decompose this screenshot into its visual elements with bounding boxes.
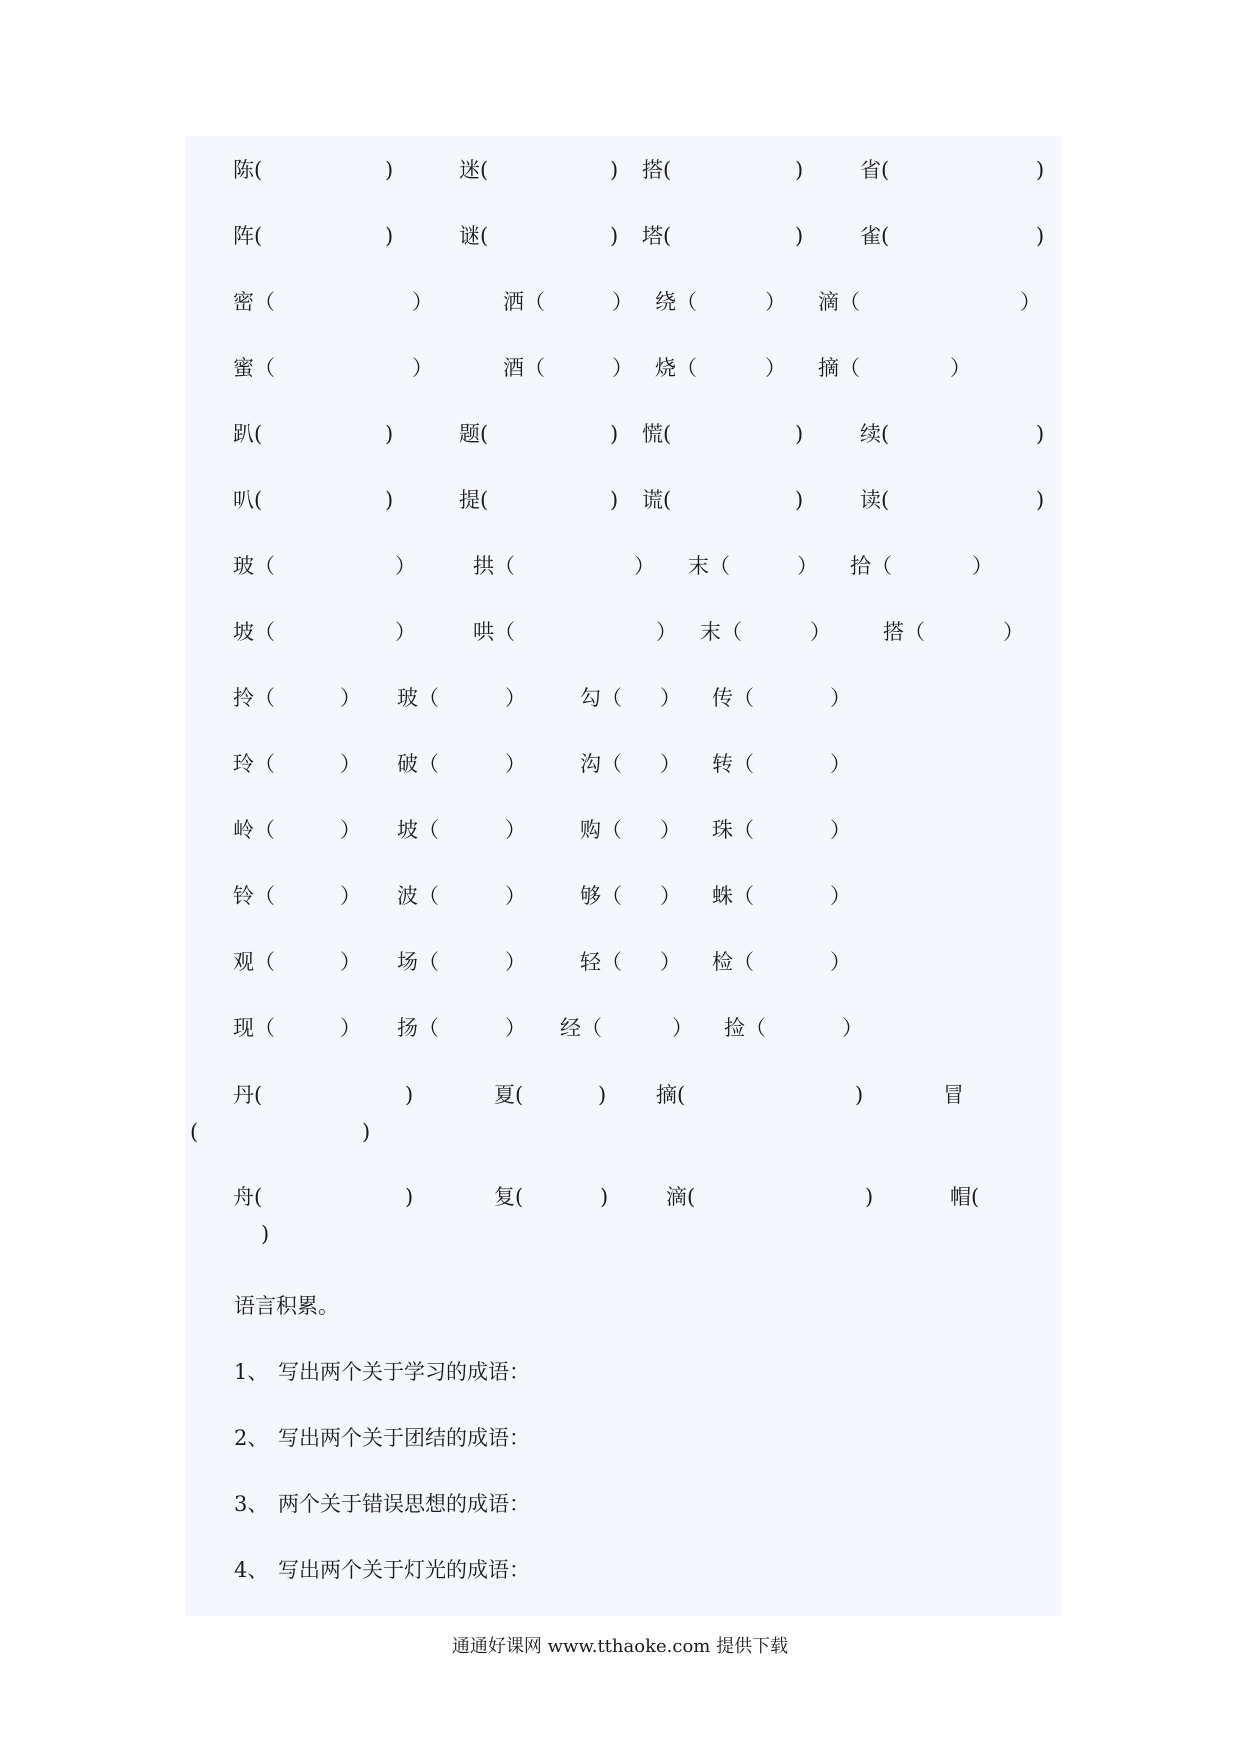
- answer-blank-close[interactable]: ）: [656, 620, 677, 644]
- answer-blank-close[interactable]: ): [795, 158, 804, 182]
- answer-blank-close[interactable]: ): [610, 158, 619, 182]
- answer-blank-close[interactable]: ）: [340, 686, 361, 710]
- char-label: 读(: [860, 488, 890, 512]
- char-label: 题(: [459, 422, 489, 446]
- char-label: 破（: [397, 752, 439, 776]
- answer-blank-close[interactable]: ）: [340, 752, 361, 776]
- char-label: 洒（: [503, 290, 545, 314]
- char-label: 蛛（: [712, 884, 754, 908]
- answer-blank-close[interactable]: ): [610, 224, 619, 248]
- question-text: 两个关于错误思想的成语：: [278, 1492, 530, 1516]
- char-label: 帽(: [950, 1185, 980, 1209]
- answer-blank-close[interactable]: ): [385, 224, 394, 248]
- char-label: 烧（: [655, 356, 697, 380]
- char-label: 玲（: [233, 752, 275, 776]
- question-item: [234, 1357, 934, 1387]
- answer-blank-close[interactable]: ): [865, 1185, 874, 1209]
- answer-blank-close[interactable]: ）: [660, 686, 681, 710]
- answer-blank-close[interactable]: ）: [412, 290, 433, 314]
- answer-blank-close[interactable]: ）: [810, 620, 831, 644]
- answer-blank-close[interactable]: ）: [634, 554, 655, 578]
- answer-blank-close[interactable]: ): [1036, 158, 1045, 182]
- char-label: 密（: [233, 290, 275, 314]
- char-label: 陈(: [233, 158, 263, 182]
- answer-blank-close[interactable]: ): [855, 1083, 864, 1107]
- answer-blank-close[interactable]: ）: [505, 950, 526, 974]
- answer-blank-close[interactable]: ): [598, 1083, 607, 1107]
- answer-blank-close[interactable]: ）: [1020, 290, 1041, 314]
- answer-blank-close[interactable]: ): [795, 422, 804, 446]
- answer-blank-close[interactable]: ): [610, 488, 619, 512]
- char-label: 摘（: [818, 356, 860, 380]
- char-label: 拎（: [233, 686, 275, 710]
- answer-blank-close[interactable]: ）: [797, 554, 818, 578]
- char-row: [0, 1182, 1240, 1212]
- char-label: 波（: [397, 884, 439, 908]
- answer-blank-close[interactable]: ）: [412, 356, 433, 380]
- answer-blank-close[interactable]: ）: [672, 1016, 693, 1040]
- answer-blank-close[interactable]: ）: [505, 818, 526, 842]
- answer-blank-close[interactable]: ): [385, 422, 394, 446]
- char-label: 搭（: [883, 620, 925, 644]
- wrapped-line: [0, 1117, 1240, 1147]
- char-label: 扬（: [397, 1016, 439, 1040]
- answer-blank-close[interactable]: ）: [340, 818, 361, 842]
- char-label: 坡（: [233, 620, 275, 644]
- char-row: [0, 749, 1240, 779]
- char-label: 末（: [688, 554, 730, 578]
- question-item: [234, 1423, 934, 1453]
- answer-blank-close[interactable]: ）: [830, 884, 851, 908]
- answer-blank-close[interactable]: ）: [612, 356, 633, 380]
- answer-blank-close[interactable]: ）: [765, 290, 786, 314]
- char-label: 蜜（: [233, 356, 275, 380]
- question-number: 1、: [234, 1360, 269, 1384]
- answer-blank-close[interactable]: ）: [660, 950, 681, 974]
- answer-blank-close[interactable]: ）: [830, 950, 851, 974]
- char-label: 玻（: [397, 686, 439, 710]
- answer-blank-close[interactable]: ): [795, 488, 804, 512]
- char-label: 复(: [494, 1185, 524, 1209]
- char-label: 提(: [459, 488, 489, 512]
- char-label: 绕（: [655, 290, 697, 314]
- answer-blank-close[interactable]: ）: [505, 752, 526, 776]
- char-label: 谎(: [642, 488, 672, 512]
- answer-blank-close[interactable]: ）: [830, 818, 851, 842]
- char-label: 拱（: [473, 554, 515, 578]
- char-label: 迷(: [459, 158, 489, 182]
- char-row: [0, 353, 1240, 383]
- char-label: 丹(: [233, 1083, 263, 1107]
- char-label: 观（: [233, 950, 275, 974]
- question-text: 写出两个关于灯光的成语：: [278, 1558, 530, 1582]
- char-label: 经（: [560, 1016, 602, 1040]
- answer-blank-close[interactable]: ）: [842, 1016, 863, 1040]
- char-label: 轻（: [580, 950, 622, 974]
- answer-blank-close[interactable]: ）: [830, 752, 851, 776]
- char-label: 夏(: [494, 1083, 524, 1107]
- answer-blank-close[interactable]: ): [610, 422, 619, 446]
- char-label: 沟（: [580, 752, 622, 776]
- question-text: 写出两个关于学习的成语：: [278, 1360, 530, 1384]
- char-label: 勾（: [580, 686, 622, 710]
- char-label: 拾（: [850, 554, 892, 578]
- char-row: [0, 221, 1240, 251]
- answer-blank-close[interactable]: ): [1036, 488, 1045, 512]
- char-label: 趴(: [233, 422, 263, 446]
- answer-blank-close[interactable]: ): [1036, 422, 1045, 446]
- char-label: 酒（: [503, 356, 545, 380]
- char-label: 续(: [860, 422, 890, 446]
- question-number: 2、: [234, 1426, 269, 1450]
- section-title: 语言积累。: [234, 1294, 339, 1318]
- char-label: 谜(: [459, 224, 489, 248]
- answer-blank-close[interactable]: ）: [972, 554, 993, 578]
- answer-blank-close[interactable]: ): [385, 488, 394, 512]
- char-label: 捡（: [724, 1016, 766, 1040]
- answer-blank-close[interactable]: ): [385, 158, 394, 182]
- answer-blank-close[interactable]: ): [1036, 224, 1045, 248]
- char-label: 阵(: [233, 224, 263, 248]
- char-label: 慌(: [642, 422, 672, 446]
- char-label: 舟(: [233, 1185, 263, 1209]
- char-label: 冒: [943, 1083, 964, 1107]
- answer-blank-close[interactable]: ）: [340, 950, 361, 974]
- char-row: [0, 815, 1240, 845]
- answer-blank-close[interactable]: ）: [1003, 620, 1024, 644]
- char-label: 坡（: [397, 818, 439, 842]
- answer-blank-close[interactable]: ）: [505, 1016, 526, 1040]
- answer-blank-close[interactable]: ）: [505, 686, 526, 710]
- char-label: 场（: [397, 950, 439, 974]
- char-label: 滴(: [666, 1185, 696, 1209]
- footer-text: 通通好课网 www.tthaoke.com 提供下载: [451, 1636, 789, 1657]
- answer-blank-close[interactable]: ）: [660, 752, 681, 776]
- answer-blank-close[interactable]: ）: [340, 1016, 361, 1040]
- char-label: 搭(: [642, 158, 672, 182]
- wrapped-line: [0, 1219, 1240, 1249]
- answer-blank-close[interactable]: ）: [950, 356, 971, 380]
- answer-blank-close[interactable]: ）: [830, 686, 851, 710]
- question-item: [234, 1489, 934, 1519]
- char-label: 塔(: [642, 224, 672, 248]
- char-row: [0, 1080, 1240, 1110]
- question-text: 写出两个关于团结的成语：: [278, 1426, 530, 1450]
- char-label: 摘(: [656, 1083, 686, 1107]
- char-label: 末（: [700, 620, 742, 644]
- answer-blank-close[interactable]: ）: [612, 290, 633, 314]
- char-label: 铃（: [233, 884, 275, 908]
- char-label: 滴（: [818, 290, 860, 314]
- char-label: 叭(: [233, 488, 263, 512]
- char-row: [0, 485, 1240, 515]
- wrapped-bracket[interactable]: ): [261, 1222, 270, 1246]
- answer-blank-close[interactable]: ）: [395, 554, 416, 578]
- char-row: [0, 551, 1240, 581]
- question-number: 3、: [234, 1492, 269, 1516]
- char-row: [0, 155, 1240, 185]
- char-label: 检（: [712, 950, 754, 974]
- char-row: [0, 947, 1240, 977]
- char-row: [0, 1013, 1240, 1043]
- char-label: 省(: [860, 158, 890, 182]
- question-item: [234, 1555, 934, 1585]
- char-label: 转（: [712, 752, 754, 776]
- char-row: [0, 617, 1240, 647]
- char-row: [0, 287, 1240, 317]
- char-label: 玻（: [233, 554, 275, 578]
- answer-blank-close[interactable]: ): [600, 1185, 609, 1209]
- answer-blank-close[interactable]: ）: [660, 818, 681, 842]
- char-row: [0, 683, 1240, 713]
- answer-blank-close[interactable]: ）: [395, 620, 416, 644]
- char-label: 传（: [712, 686, 754, 710]
- char-label: 哄（: [473, 620, 515, 644]
- answer-blank-close[interactable]: ）: [660, 884, 681, 908]
- char-row: [0, 881, 1240, 911]
- wrapped-bracket[interactable]: ): [362, 1120, 371, 1144]
- char-label: 珠（: [712, 818, 754, 842]
- answer-blank-close[interactable]: ）: [340, 884, 361, 908]
- char-label: 够（: [580, 884, 622, 908]
- char-label: 购（: [580, 818, 622, 842]
- question-number: 4、: [234, 1558, 269, 1582]
- answer-blank-close[interactable]: ): [405, 1185, 414, 1209]
- char-label: 雀(: [860, 224, 890, 248]
- answer-blank-close[interactable]: ): [795, 224, 804, 248]
- char-label: 岭（: [233, 818, 275, 842]
- answer-blank-close[interactable]: ）: [505, 884, 526, 908]
- answer-blank-close[interactable]: ）: [765, 356, 786, 380]
- char-row: [0, 419, 1240, 449]
- wrapped-bracket[interactable]: (: [190, 1120, 199, 1144]
- char-label: 现（: [233, 1016, 275, 1040]
- answer-blank-close[interactable]: ): [405, 1083, 414, 1107]
